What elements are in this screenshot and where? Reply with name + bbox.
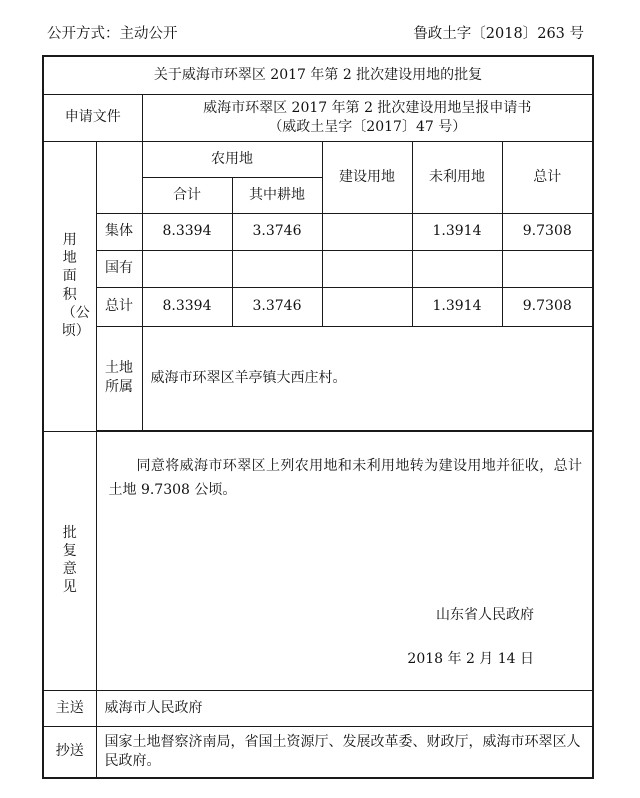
application-label: 申请文件 (43, 94, 142, 141)
cell-subtotal: 8.3394 (142, 213, 232, 250)
row-label: 总计 (96, 287, 142, 326)
location-value: 威海市环翠区羊亭镇大西庄村。 (142, 326, 593, 430)
row-label: 国有 (96, 250, 142, 287)
approval-date: 2018 年 2 月 14 日 (407, 650, 535, 667)
application-line-2: （威政土呈字〔2017〕47 号） (268, 118, 467, 135)
table-row (43, 250, 593, 287)
row-label-header-blank (96, 141, 142, 213)
column-construction-header: 建设用地 (322, 141, 412, 213)
column-total-header: 总计 (502, 141, 593, 213)
cell-construction (322, 213, 412, 250)
application-line-1: 威海市环翠区 2017 年第 2 批次建设用地呈报申请书 (203, 99, 532, 116)
column-arable-header: 其中耕地 (232, 177, 322, 213)
cell-subtotal: 8.3394 (142, 287, 232, 326)
approval-signer: 山东省人民政府 (436, 606, 535, 623)
disclosure-method: 公开方式：主动公开 (47, 26, 178, 42)
column-subtotal-header: 合计 (142, 177, 232, 213)
cell-unused: 1.3914 (412, 213, 502, 250)
table-row (43, 213, 593, 250)
document-number: 鲁政土字〔2018〕263 号 (413, 26, 584, 42)
cell-total: 9.7308 (502, 287, 593, 326)
main-recipient-label: 主送 (43, 690, 96, 726)
main-recipient-value: 威海市人民政府 (96, 690, 593, 726)
row-label: 集体 (96, 213, 142, 250)
application-document (142, 94, 593, 141)
cell-construction (322, 287, 412, 326)
location-label: 土地所属 (96, 326, 142, 430)
cell-unused: 1.3914 (412, 287, 502, 326)
cell-total (502, 250, 593, 287)
column-unused-header: 未利用地 (412, 141, 502, 213)
table-row (43, 287, 593, 326)
cc-value: 国家土地督察济南局，省国土资源厅、发展改革委、财政厅，威海市环翠区人民政府。 (96, 726, 593, 778)
cell-unused (412, 250, 502, 287)
document-title: 关于威海市环翠区 2017 年第 2 批次建设用地的批复 (43, 56, 593, 94)
cc-label: 抄送 (43, 726, 96, 778)
approval-label: 批复意见 (43, 431, 96, 690)
cell-subtotal (142, 250, 232, 287)
cell-arable: 3.3746 (232, 213, 322, 250)
column-farmland-header: 农用地 (142, 141, 322, 177)
approval-form-table (42, 55, 594, 779)
cell-total: 9.7308 (502, 213, 593, 250)
land-area-section-label: 用地面积（公顷） (43, 141, 96, 431)
cell-arable (232, 250, 322, 287)
approval-text: 同意将威海市环翠区上列农用地和未利用地转为建设用地并征收，总计土地 9.7308 公顷。 (108, 457, 583, 498)
cell-construction (322, 250, 412, 287)
approval-opinion (96, 431, 593, 690)
cell-arable: 3.3746 (232, 287, 322, 326)
